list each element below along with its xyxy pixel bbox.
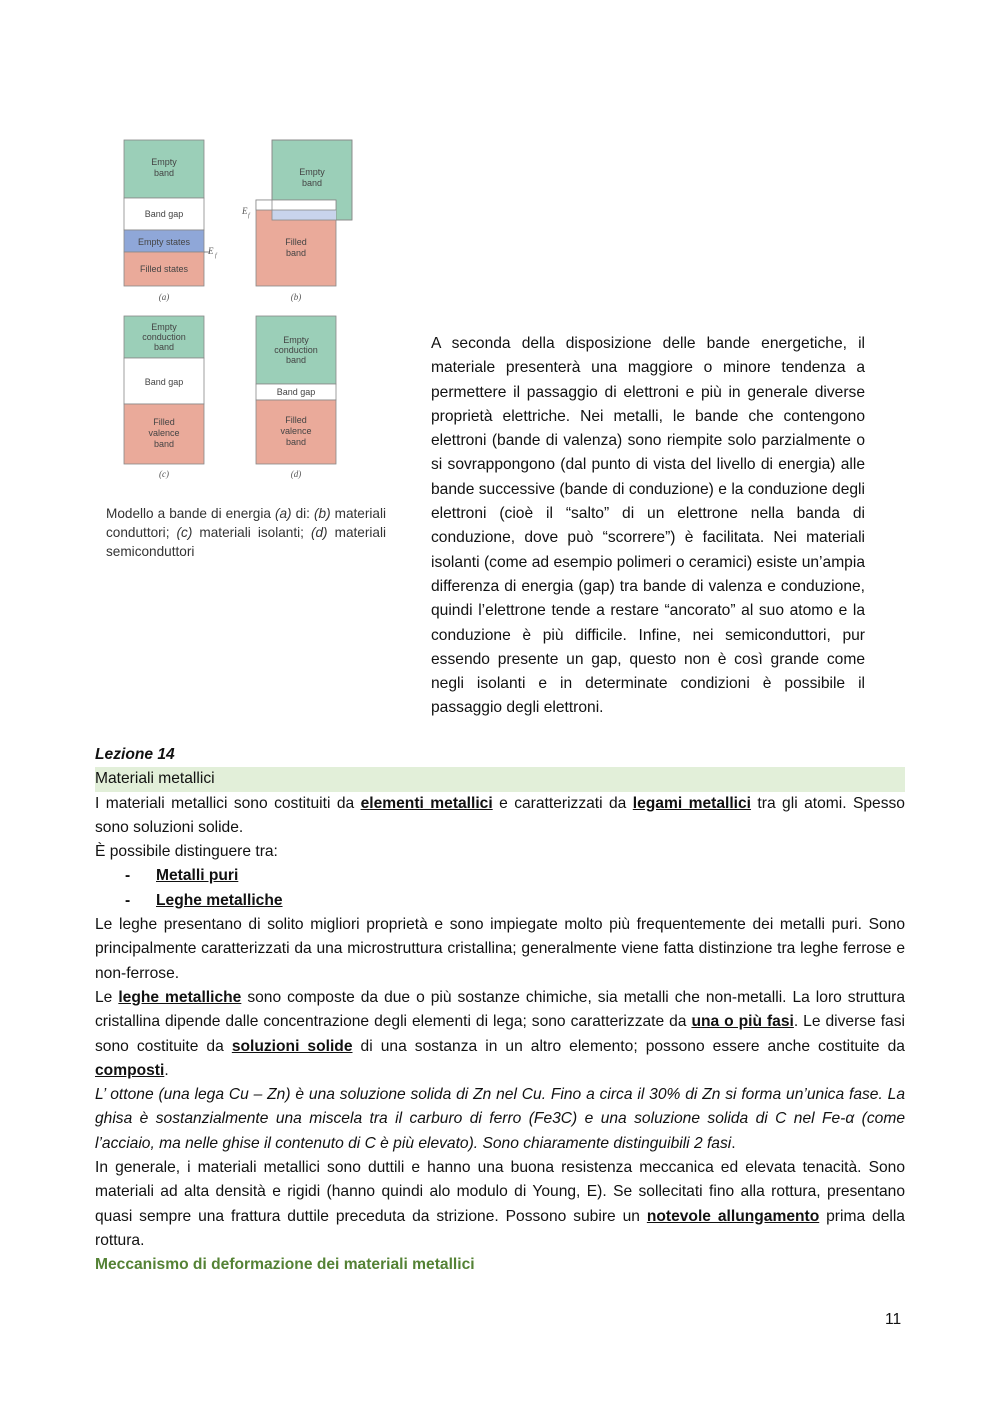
figure-caption: Modello a bande di energia (a) di: (b) materiali conduttori; (c) materiali isolanti; (d) materiali semiconduttori	[106, 506, 386, 559]
diagram-c	[124, 316, 204, 479]
diagram-b-filled-label-2: band	[285, 248, 307, 258]
diagram-d-filled-label-2: valence	[280, 426, 312, 436]
diagram-a-fermi-label: E	[208, 246, 214, 256]
paragraph-alloys: Le leghe presentano di solito migliori proprietà e sono impiegate molto più frequentemente dei metalli puri. Sono principalmente caratterizzati da una microstruttura cristallina; generalmente viene fatta distinzione tra leghe ferrose e non-ferrose.	[95, 916, 905, 982]
list-item: - Leghe metalliche	[125, 891, 283, 909]
diagram-b-empty-label-1: Empty	[299, 167, 325, 177]
paragraph-properties: In generale, i materiali metallici sono duttili e hanno una buona resistenza meccanica ed elevata tenacità. Sono materiali ad alta densità e rigidi (hanno quindi alo modulo di Young, E). Se sollecitati fino alla rottura, presentano quasi sempre una frattura duttile preceduta da strizione. Possono subire un notevole allungamento prima della rottura.	[95, 1159, 905, 1249]
diagram-a-empty-label-2: band	[153, 168, 175, 178]
diagram-c-empty-label-3: band	[153, 342, 175, 352]
diagram-a-empty-states-label: Empty states	[137, 237, 191, 247]
diagram-d-letter: (d)	[290, 469, 302, 479]
diagram-c-gap-label: Band gap	[144, 377, 184, 387]
subsection-title: Meccanismo di deformazione dei materiali metallici	[95, 1256, 475, 1274]
lesson-heading: Lezione 14	[95, 746, 175, 763]
diagram-a-empty-label-1: Empty	[151, 157, 177, 167]
paragraph-intro: I materiali metallici sono costituiti da elementi metallici e caratterizzati da legami metallici tra gli atomi. Spesso sono soluzioni solide.	[95, 794, 905, 836]
diagram-b	[241, 140, 352, 302]
diagram-b-fermi-sub: f	[248, 213, 250, 219]
diagram-c-letter: (c)	[159, 469, 169, 479]
diagram-b-letter: (b)	[290, 292, 302, 302]
paragraph-examples: L’ ottone (una lega Cu – Zn) è una soluzione solida di Zn nel Cu. Fino a circa il 30% di Zn si forma un’unica fase. La ghisa è sostanzialmente una miscela tra il carburo di ferro (Fe3C) e una soluzione solida di C nel Fe-α (come l’acciaio, ma nelle ghise il contenuto di C è più elevato). Sono chiaramente distinguibili 2 fasi.	[95, 1086, 905, 1152]
section-title: Materiali metallici	[95, 767, 905, 791]
diagram-a	[124, 140, 218, 302]
main-body	[95, 743, 905, 1278]
diagram-d	[256, 316, 336, 479]
diagram-a-letter: (a)	[158, 292, 170, 302]
diagram-a-filled-label: Filled states	[139, 264, 189, 274]
diagram-d-empty-label-2: conduction	[274, 345, 318, 355]
diagram-b-overlap	[272, 210, 336, 220]
metal-types-list	[95, 864, 905, 913]
diagram-c-filled-label-1: Filled	[153, 417, 175, 427]
band-explanation-paragraph: A seconda della disposizione delle bande energetiche, il materiale presenterà una maggiore o minore tendenza a permettere il passaggio di elettroni e più in generale diverse proprietà elettriche. Nei metalli, le bande che contengono elettroni (bande di valenza) sono riempite solo parzialmente o si sovrappongono (dal punto di vista del livello di energia) alle bande successive (bande di conduzione) e la conduzione degli elettroni (cioè il “salto” di un elettrone nella banda di conduzione, dove può “scorrere”) è facilitata. Nei materiali isolanti (come ad esempio polimeri o ceramici) esiste un’ampia differenza di energia (gap) tra bande di valenza e conduzione, quindi l’elettrone tende a restare “ancorato” al suo atomo e la conduzione è più difficile. Infine, nei semiconduttori, pur essendo presente un gap, questo non è così grande come negli isolanti e in determinate condizioni è possibile il passaggio degli elettroni.	[431, 335, 865, 717]
list-item: - Metalli puri	[125, 867, 239, 885]
diagram-b-fermi-label: E	[242, 206, 248, 216]
diagram-d-empty-label-3: band	[285, 355, 307, 365]
band-diagram-svg	[100, 130, 400, 500]
diagram-d-filled-label-1: Filled	[285, 415, 307, 425]
diagram-c-empty-label-2: conduction	[142, 332, 186, 342]
diagram-a-gap-label: Band gap	[144, 209, 184, 219]
diagram-b-empty-label-2: band	[301, 178, 323, 188]
diagram-b-top-gap	[256, 200, 336, 210]
diagram-c-filled-label-3: band	[153, 439, 175, 449]
diagram-d-empty-label-1: Empty	[283, 335, 309, 345]
diagram-c-empty-label-1: Empty	[151, 322, 177, 332]
page-number: 11	[885, 1311, 902, 1328]
diagram-d-filled-label-3: band	[285, 437, 307, 447]
diagram-c-filled-label-2: valence	[148, 428, 180, 438]
diagram-b-filled-label-1: Filled	[285, 237, 307, 247]
diagram-a-fermi-sub: f	[215, 253, 217, 259]
paragraph-distinguish: È possibile distinguere tra:	[95, 843, 278, 861]
diagram-d-gap-label: Band gap	[276, 387, 316, 397]
paragraph-alloy-composition: Le leghe metalliche sono composte da due o più sostanze chimiche, sia metalli che non-metalli. La loro struttura cristallina dipende dalle concentrazione degli elementi di lega; sono caratterizzate da una o più fasi. Le diverse fasi sono costituite da soluzioni solide di una sostanza in un altro elemento; possono essere anche costituite da composti.	[95, 988, 905, 1079]
